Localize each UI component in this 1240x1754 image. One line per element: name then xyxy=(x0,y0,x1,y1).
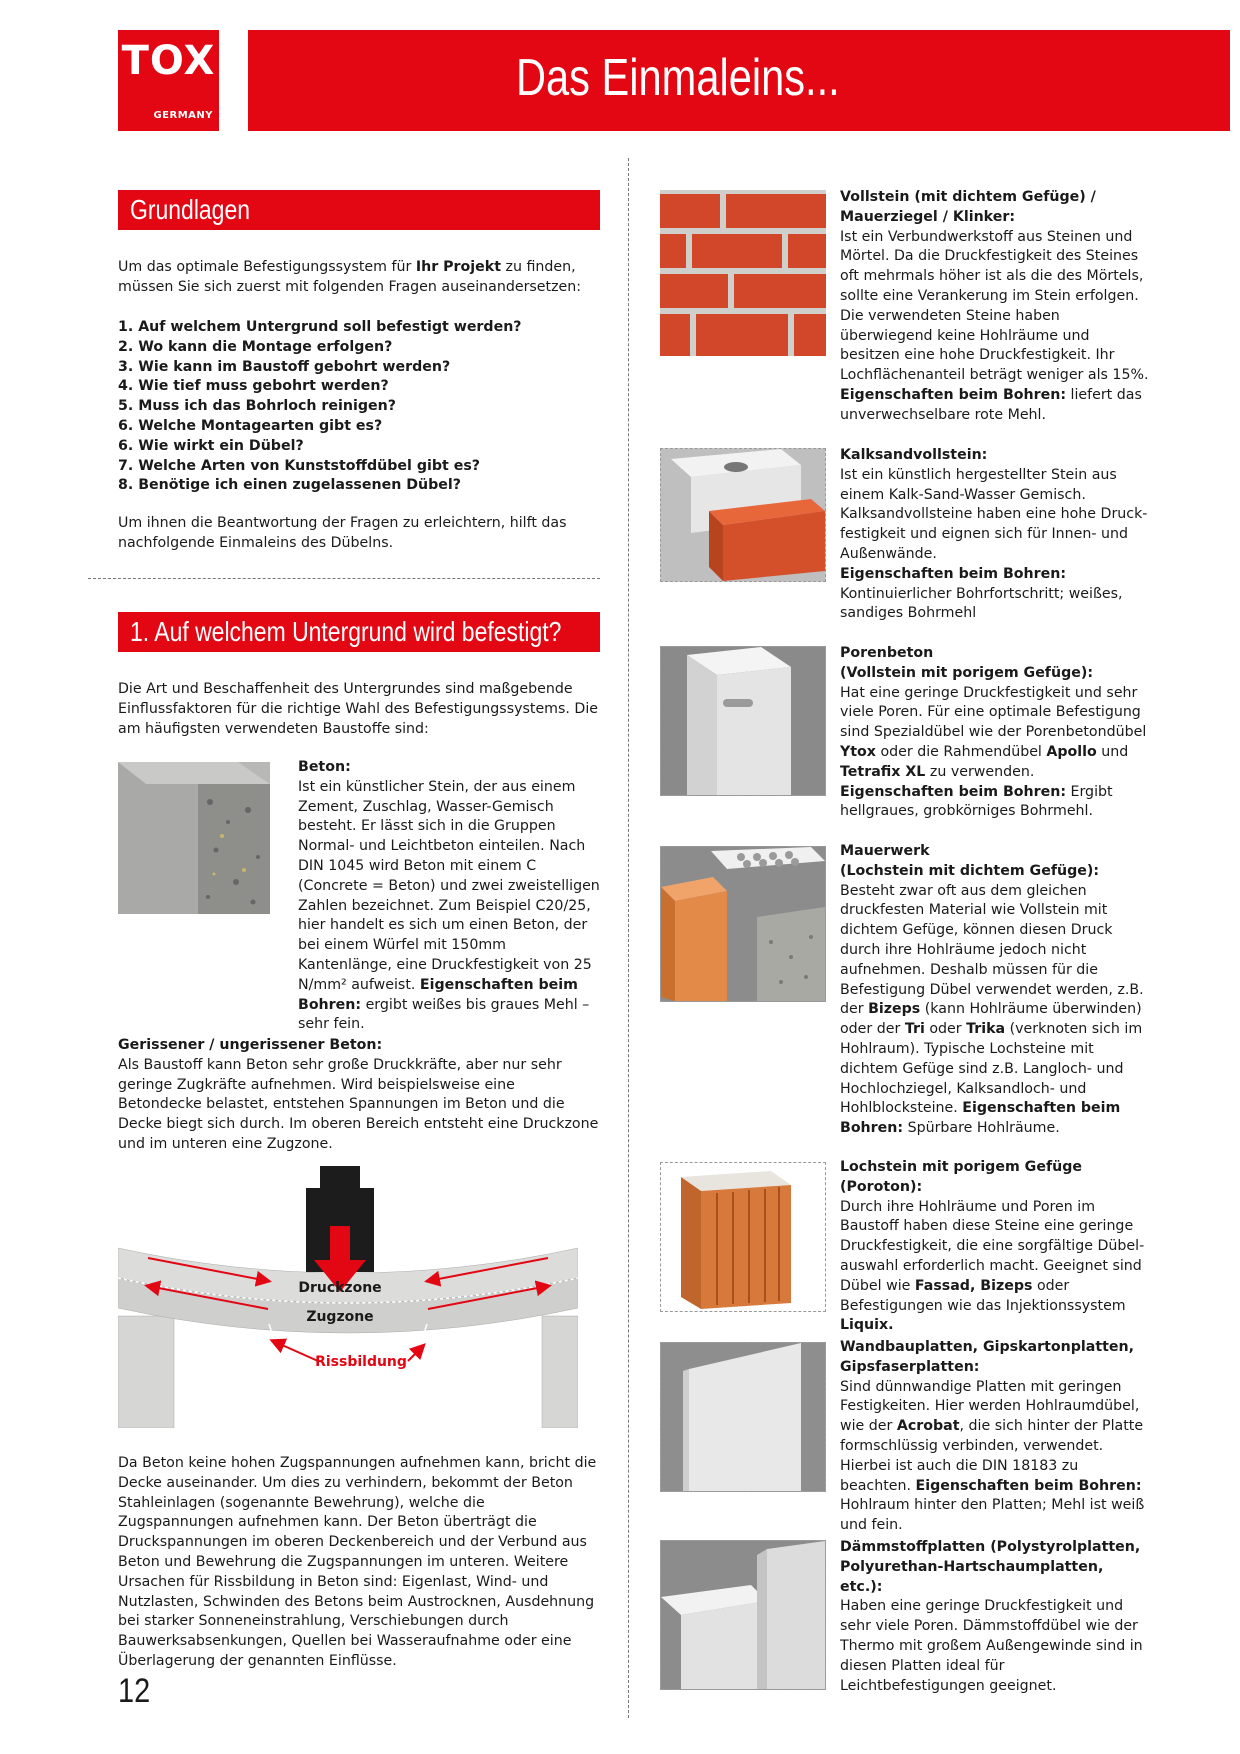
porenbeton-image xyxy=(660,646,826,796)
kalksand-description: Kalksandvollstein: Ist ein künstlich hergestellter Stein aus einem Kalk-Sand-Wasser Gemisch. Kalksandvollsteine haben eine hohe Druck-festigkeit und eignen sich für Innen- und Außenwände. Eigenschaften beim Bohren: Kontinuierlicher Bohrfortschritt; weißes, sandiges Bohrmehl xyxy=(840,447,1148,622)
daemmstoff-description: Dämmstoffplatten (Polystyrolplatten, Polyurethan-Hartschaumplatten, etc.): Haben eine geringe Druckfestigkeit und sehr viele Poren. Dämmstoffdübel wie der Thermo mit großem Außengewinde sind in diesen Platten ideal für Leichtbefestigungen geeignet. xyxy=(840,1539,1143,1694)
section-header-untergrund xyxy=(118,612,600,652)
porenbeton-description: Porenbeton (Vollstein mit porigem Gefüge): Hat eine geringe Druckfestigkeit und sehr viele Poren. Für eine optimale Befestigung sind Spezialdübel wie der Porenbetondübel Ytox oder die Rahmendübel Apollo und Tetrafix XL zu verwenden. Eigenschaften beim Bohren: Ergibt hellgraues, grobkörniges Bohrmehl. xyxy=(840,645,1147,820)
gerissen-description: Gerissener / ungerissener Beton: Als Baustoff kann Beton sehr große Druckkräfte, aber nur sehr geringe Zugkräfte aufnehmen. Wird beispielsweise eine Betondecke belastet, entstehen Spannungen im Beton und die Decke biegt sich durch. Im oberen Bereich entsteht eine Druckzone und im unteren eine Zugzone. xyxy=(118,1037,599,1152)
mauerwerk-title: Mauerwerk xyxy=(840,843,930,859)
question-item: 4. Wie tief muss gebohrt werden? xyxy=(118,378,389,395)
daemmstoff-title: Dämmstoffplatten (Polystyrolplatten, Polyurethan-Hartschaumplatten, etc.): xyxy=(840,1539,1141,1595)
brick-wall-image xyxy=(660,190,826,356)
question-item: 5. Muss ich das Bohrloch reinigen? xyxy=(118,398,396,415)
vollstein-description: Vollstein (mit dichtem Gefüge) / Mauerziegel / Klinker: Ist ein Verbundwerkstoff aus Steinen und Mörtel. Da die Druckfestigkeit des Steines oft mehrmals höher ist als die des Mörtels, sollte eine Verankerung im Stein erfolgen. Die verwendeten Steine haben überwiegend keine Hohlräume und besitzen eine hohe Druckfestigkeit. Ihr Lochflächenanteil beträgt weniger als 15%. Eigenschaften beim Bohren: liefert das unverwechselbare rote Mehl. xyxy=(840,189,1149,423)
closing-paragraph: Da Beton keine hohen Zugspannungen aufnehmen kann, bricht die Decke auseinander. Um dies zu verhindern, bekommt der Beton Stahleinlagen (sogenannte Bewehrung), welche die Zugspannungen aufnehmen kann. Der Beton überträgt die Druckspannungen im oberen Deckenbereich und der Verbund aus Beton und Bewehrung die Zugspannungen im unteren. Weitere Ursachen für Rissbildung in Beton sind: Eigenlast, Wind- und Nutzlasten, Schwinden des Betons beim Austrocknen, Ausdehnung bei starker Sonneneinstrahlung, Verschiebungen durch Bauwerksabsenkungen, Quellen bei Wasseraufnahme oder eine Überlagerung der genannten Einflüsse. xyxy=(118,1455,597,1669)
question-item: 8. Benötige ich einen zugelassenen Dübel? xyxy=(118,477,462,494)
intro-paragraph: Um das optimale Befestigungssystem für Ihr Projekt zu finden, müssen Sie sich zuerst mit folgenden Fragen auseinandersetzen: xyxy=(118,259,582,295)
druckzone-label: Druckzone xyxy=(298,1280,382,1296)
tox-logo xyxy=(118,30,219,131)
vollstein-title: Vollstein (mit dichtem Gefüge) / Mauerziegel / Klinker: xyxy=(840,189,1096,225)
platten-description: Wandbauplatten, Gipskartonplatten, Gipsfaserplatten: Sind dünnwandige Platten mit geringen Festigkeiten. Hier werden Hohlraumdübel, wie der Acrobat, die sich hinter der Platte formschlüssig verbinden, verwendet. Hierbei ist auch die DIN 18183 zu beachten. Eigenschaften beim Bohren: Hohlraum hinter den Platten; Mehl ist weiß und fein. xyxy=(840,1339,1145,1534)
column-divider xyxy=(628,158,629,1718)
question-item: 2. Wo kann die Montage erfolgen? xyxy=(118,338,393,355)
mauerwerk-description: Mauerwerk (Lochstein mit dichtem Gefüge): Besteht zwar oft aus dem gleichen druckfesten Material wie Vollstein mit dichtem Gefüge, können diesen Druck durch ihre Hohlräume jedoch nicht aufnehmen. Deshalb müssen für die Befestigung Dübel verwendet werden, z.B. der Bizeps (kann Hohlräume überwinden) oder der Tri oder Trika (verknoten sich im Hohlraum). Typische Lochsteine mit dichtem Gefüge sind z.B. Langloch- und Hochlochziegel, Kalksandloch- und Hohlblocksteine. Eigenschaften beim Bohren: Spürbare Hohlräume. xyxy=(840,843,1144,1137)
beton-description: Beton: Ist ein künstlicher Stein, der aus einem Zement, Zuschlag, Wasser-Gemisch besteht. Er lässt sich in die Gruppen Normal- und Leichtbeton einteilen. Nach DIN 1045 wird Beton mit einem C (Concrete = Beton) und zwei zweistelligen Zahlen bezeichnet. Zum Beispiel C20/25, hier handelt es sich um einen Beton, der bei einem Würfel mit 150mm Kantenlänge, eine Druckfestigkeit von 25 N/mm² aufweist. Eigenschaften beim Bohren: ergibt weißes bis graues Mehl – sehr fein. xyxy=(298,759,600,1033)
platten-title: Wandbauplatten, Gipskartonplatten, Gipsfaserplatten: xyxy=(840,1339,1135,1375)
question-item: 6. Welche Montagearten gibt es? xyxy=(118,417,383,434)
gerissen-title: Gerissener / ungerissener Beton: xyxy=(118,1037,383,1053)
gipskarton-image xyxy=(660,1342,826,1492)
untergrund-intro: Die Art und Beschaffenheit des Untergrundes sind maßgebende Einflussfaktoren für die richtige Wahl des Befestigungssystems. Die am häufigsten verwendeten Baustoffe sind: xyxy=(118,681,598,737)
section-title: Grundlagen xyxy=(130,194,251,225)
logo-brand: TOX xyxy=(121,38,216,84)
right-support xyxy=(542,1316,578,1428)
rissbildung-label: Rissbildung xyxy=(315,1354,407,1370)
beton-image xyxy=(118,762,270,914)
question-list xyxy=(118,318,600,496)
zugzone-label: Zugzone xyxy=(306,1309,374,1325)
question-item: 1. Auf welchem Untergrund soll befestigt werden? xyxy=(118,319,522,335)
section-divider xyxy=(88,578,600,579)
header-bar xyxy=(248,30,1230,131)
kalksand-image xyxy=(660,448,826,582)
kalksand-title: Kalksandvollstein: xyxy=(840,447,988,463)
page-number: 12 xyxy=(118,1672,151,1710)
left-support xyxy=(118,1316,174,1428)
section-title: 1. Auf welchem Untergrund wird befestigt? xyxy=(130,616,562,647)
question-item: 3. Wie kann im Baustoff gebohrt werden? xyxy=(118,358,451,375)
poroton-description: Lochstein mit porigem Gefüge (Poroton): Durch ihre Hohlräume und Poren im Baustoff haben diese Steine eine geringe Druckfestigkeit, die eine sorgfältige Dübel-auswahl erforderlich macht. Geeignet sind Dübel wie Fassad, Bizeps oder Befestigungen wie das Injektionssystem Liquix. xyxy=(840,1159,1145,1334)
lochstein-image xyxy=(660,846,826,1002)
porenbeton-title: Porenbeton xyxy=(840,645,934,661)
poroton-title: Lochstein mit porigem Gefüge (Poroton): xyxy=(840,1159,1082,1195)
poroton-image xyxy=(660,1162,826,1312)
outro-paragraph: Um ihnen die Beantwortung der Fragen zu erleichtern, hilft das nachfolgende Einmaleins des Dübelns. xyxy=(118,515,567,551)
beton-title: Beton: xyxy=(298,759,351,775)
logo-country: GERMANY xyxy=(153,110,213,121)
concrete-beam-diagram xyxy=(118,1166,578,1428)
section-header-grundlagen xyxy=(118,190,600,230)
page-title: Das Einmaleins... xyxy=(516,49,840,107)
question-item: 7. Welche Arten von Kunststoffdübel gibt es? xyxy=(118,457,481,474)
question-item: 6. Wie wirkt ein Dübel? xyxy=(118,437,304,454)
daemmstoff-image xyxy=(660,1540,826,1690)
